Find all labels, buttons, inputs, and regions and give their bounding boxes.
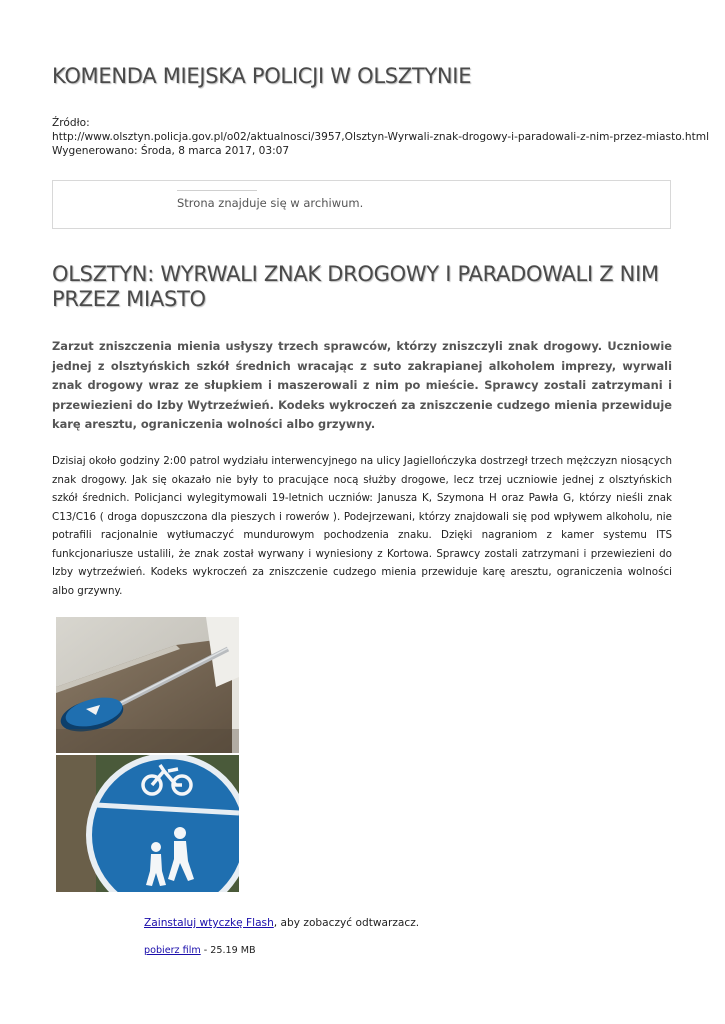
archive-divider xyxy=(177,190,257,191)
photo-sign-on-floor xyxy=(56,617,239,753)
page-title: KOMENDA MIEJSKA POLICJI W OLSZTYNIE xyxy=(52,64,472,88)
download-video xyxy=(144,945,256,956)
flash-notice-suffix: , aby zobaczyć odtwarzacz. xyxy=(273,917,420,929)
article-title xyxy=(52,262,672,312)
source-meta xyxy=(52,116,710,158)
source-url: http://www.olsztyn.policja.gov.pl/o02/aktualnosci/3957,Olsztyn-Wyrwali-znak-drogowy-i-paradowali-z-nim-przez-miasto.html xyxy=(52,131,710,143)
flash-plugin-notice xyxy=(144,917,419,929)
source-label: Źródło: xyxy=(52,117,90,129)
article-title-line-2: PRZEZ MIASTO xyxy=(52,287,206,311)
archive-notice xyxy=(52,180,671,229)
generated-date: Wygenerowano: Środa, 8 marca 2017, 03:07 xyxy=(52,145,290,157)
sign-on-floor-image xyxy=(56,617,239,753)
sign-closeup-image xyxy=(56,755,239,892)
download-video-link[interactable]: pobierz film xyxy=(144,945,201,956)
article-lead: Zarzut zniszczenia mienia usłyszy trzech sprawców, którzy zniszczyli znak drogowy. Uczniowie jednej z olsztyńskich szkół średnich wracając z suto zakrapianej alkoholem imprezy, wyrwali znak drogowy wraz ze słupkiem i maszerowali z nim po mieście. Sprawcy zostali zatrzymani i przewiezieni do Izby Wytrzeźwień. Kodeks wykroczeń za zniszczenie cudzego mienia przewiduje karę aresztu, ograniczenia wolności albo grzywny. xyxy=(52,339,672,431)
article-title-line-1: OLSZTYN: WYRWALI ZNAK DROGOWY I PARADOWALI Z NIM xyxy=(52,262,659,286)
photo-sign-closeup xyxy=(56,755,239,892)
article-body: Dzisiaj około godziny 2:00 patrol wydziału interwencyjnego na ulicy Jagiellończyka dostrzegł trzech mężczyzn niosących znak drogowy. Jak się okazało nie były to pracujące nocą służby drogowe, lecz trzej uczniowie jednej z olsztyńskich szkół średnich. Policjanci wylegitymowali 19-letnich uczniów: Janusza K, Szymona H oraz Pawła G, którzy nieśli znak C13/C16 ( droga dopuszczona dla pieszych i rowerów ). Podejrzewani, którzy znajdowali się pod wpływem alkoholu, nie potrafili racjonalnie wytłumaczyć mundurowym pochodzenia znaku. Dzięki nagraniom z kamer systemu ITS funkcjonariusze ustalili, że znak został wyrwany i wyniesiony z Kortowa. Sprawcy zostali zatrzymani i przewiezieni do Izby wytrzeźwień. Kodeks wykroczeń za zniszczenie cudzego mienia przewiduje karę aresztu, ograniczenia wolności albo grzywny. xyxy=(52,455,672,597)
archive-notice-text: Strona znajduje się w archiwum. xyxy=(177,196,364,210)
download-size: - 25.19 MB xyxy=(200,945,256,956)
install-flash-link[interactable]: Zainstaluj wtyczkę Flash xyxy=(144,917,274,929)
